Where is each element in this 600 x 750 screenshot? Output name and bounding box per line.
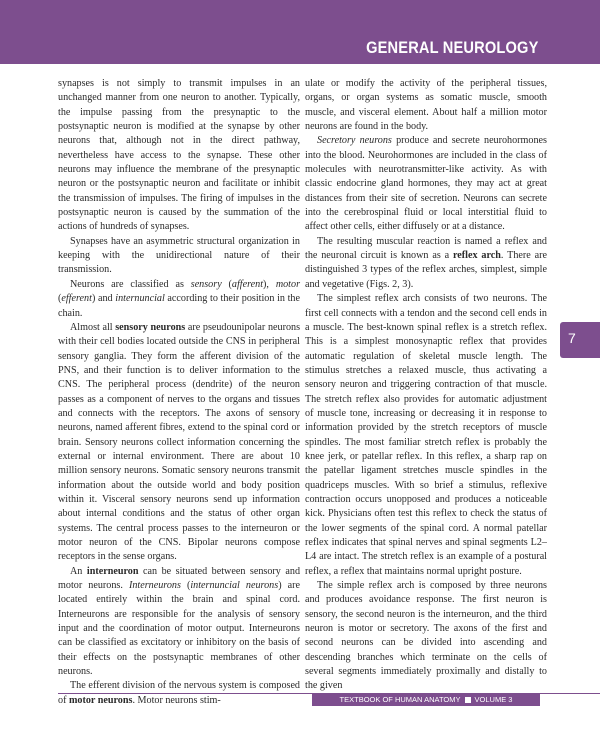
text-run: . Motor neurons stim- xyxy=(132,694,221,706)
paragraph xyxy=(305,134,547,234)
bold-term: interneuron xyxy=(86,565,139,577)
text-run: ( xyxy=(221,278,232,290)
bold-term: motor neurons xyxy=(68,694,133,706)
text-run: are pseudounipolar neurons with their cell bodies located outside the CNS in peripheral sensory ganglia. They form the afferent division of the PNS, and their function is to deliver information to the CNS. The peripheral process (dendrite) of the neuron passes as a component of nerves to the organs and tissues and connects with the receptors. The axons of sensory neurons, named afferent fibres, extend to the spinal cord or brain. Sensory neurons collect information concerning the external or internal environment. There are about 10 million sensory neurons. Somatic sensory neurons transmit information about the outside world and body position within it. Visceral sensory neurons send up information about internal conditions and the status of other organ systems. The central process passes to the interneuron or motor neuron of the CNS. Bipolar neurons compose receptors in the sense organs. xyxy=(58,321,301,563)
footer-band xyxy=(312,694,540,706)
paragraph: Synapses have an asymmetric structural organization in keeping with the unidirectional nature of their transmission. xyxy=(58,235,300,276)
footer-book-title: TEXTBOOK OF HUMAN ANATOMY xyxy=(339,695,461,704)
chapter-number: 7 xyxy=(568,330,576,346)
bold-term: sensory neurons xyxy=(115,321,186,333)
text-run: The resulting muscular reaction is named a reflex and the neuronal circuit is known as a xyxy=(305,235,547,262)
text-run: Neurons are classified as xyxy=(70,278,191,290)
text-run: ( xyxy=(58,293,62,305)
text-run: ) and xyxy=(91,293,116,305)
right-column xyxy=(305,77,547,694)
text-run: . There are distinguished 3 types of the reflex arches, simplest, simple and vegetative (Figs. 2, 3). xyxy=(305,250,547,290)
paragraph: synapses is not simply to transmit impulses in an unchanged manner from one neuron to another. Typically, the impulse passing from the presynaptic to the postsynaptic neuron is modified at the synapse by other neurons that, although not in the direct pathway, nevertheless have access to the synapse. These other neurons may influence the membrane of the presynaptic neuron or the postsynaptic neuron and facilitate or inhibit the transmission of impulses. The firing of impulses in the postsynaptic neuron is caused by the summation of the actions of hundreds of synapses. xyxy=(58,78,300,233)
text-run: ( xyxy=(180,580,191,592)
chapter-tab xyxy=(560,322,600,358)
paragraph xyxy=(58,321,300,565)
footer-separator xyxy=(465,697,471,703)
italic-term: Secretory neurons xyxy=(317,135,392,147)
text-run: ), xyxy=(263,278,276,290)
paragraph xyxy=(305,235,547,292)
left-column xyxy=(58,77,300,708)
paragraph xyxy=(58,278,300,321)
italic-term: sensory xyxy=(190,278,222,290)
text-run: The efferent division of the nervous system is composed of xyxy=(58,680,300,706)
italic-term: motor xyxy=(275,278,301,290)
text-run: Almost all xyxy=(70,321,116,333)
paragraph xyxy=(58,565,300,680)
text-run: according to their position in the chain. xyxy=(58,293,300,319)
header-band xyxy=(0,0,600,64)
italic-term: internuncial xyxy=(115,293,165,305)
text-run: produce and secrete neurohormones into the blood. Neurohormones are included in the class of molecules with neurotransmitter-like activity. As with classic endocrine gland hormones, they may act at great distances from their site of secretion. Neurons can secrete into the cerebrospinal fluid or local interstitial fluid to affect other cells, either diffusely or at a distance. xyxy=(305,135,547,233)
italic-term: internuncial neurons xyxy=(190,580,279,592)
text-run: ) are located entirely within the brain and spinal cord. Interneurons are responsible for the analysis of sensory input and the coordination of motor output. Interneurons can be classified as excitatory or inhibitory on the basis of their effects on the postsynaptic membranes of other neurons. xyxy=(58,580,301,678)
text-run: can be situated between sensory and motor neurons. xyxy=(58,565,301,592)
italic-term: afferent xyxy=(231,278,264,290)
italic-term: efferent xyxy=(61,293,92,305)
italic-term: Interneurons xyxy=(128,580,181,592)
paragraph: ulate or modify the activity of the peripheral tissues, organs, or organ systems as somatic muscle, smooth muscle, and visceral element. About half a million motor neurons are found in the body. xyxy=(305,78,547,133)
bold-term: reflex arch xyxy=(453,250,501,262)
paragraph: The simple reflex arch is composed by three neurons and produces avoidance response. The first neuron is sensory, the second neuron is the interneuron, and the third neuron is motor or secretory. The axons of the first and second neurons can be divided into ascending and descending branches which terminate on the cells of several segments immediately proximally and distally to the given xyxy=(305,580,547,692)
footer-volume: VOLUME 3 xyxy=(474,695,513,704)
paragraph: The simplest reflex arch consists of two neurons. The first cell connects with a tendon and the second cell ends in a muscle. The best-known spinal reflex is a stretch reflex. This is a simplest monosynaptic reflex that provides automatic regulation of skeletal muscle length. The stimulus stretches a relaxed muscle, thus activating a sensory neuron and triggering contraction of that muscle. The stretch reflex also provides for automatic adjustment of muscle tone, increasing or decreasing it in response to information provided by the stretch receptors of muscle spindles. The most familiar stretch reflex is probably the knee jerk, or patellar reflex. In this reflex, a sharp rap on the patellar ligament stretches muscle spindles in the quadriceps muscles. With so brief a stimulus, reflexive contraction occurs unopposed and produces a noticeable kick. Physicians often test this reflex to check the status of the lower segments of the spinal cord. A normal patellar reflex indicates that spinal nerves and spinal segments L2–L4 are intact. The stretch reflex is an example of a postural reflex, a reflex that maintains normal upright posture. xyxy=(305,293,547,577)
section-title: GENERAL NEUROLOGY xyxy=(365,38,538,57)
text-run: An xyxy=(70,565,87,577)
